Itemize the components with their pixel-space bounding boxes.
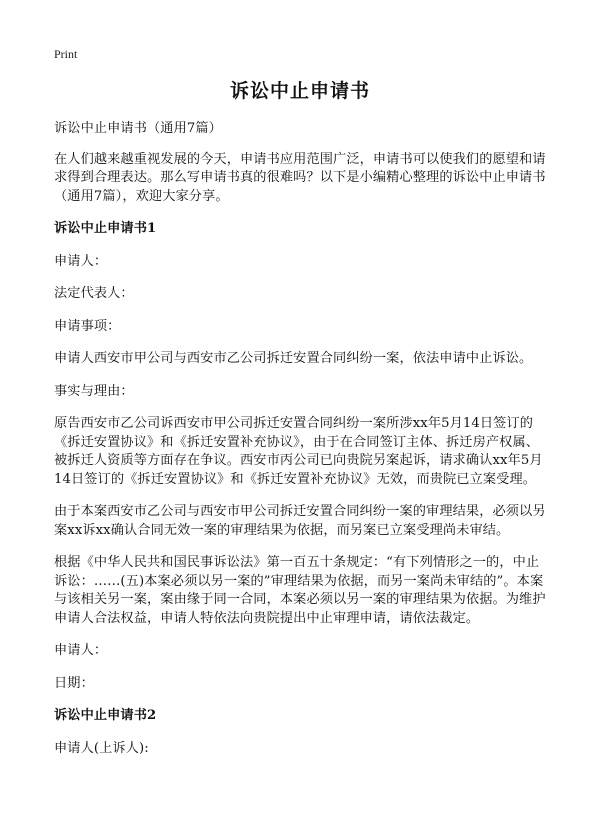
- matter-paragraph: 申请人西安市甲公司与西安市乙公司拆迁安置合同纠纷一案，依法申请中止诉讼。: [54, 351, 533, 366]
- applicant-line: 申请人：: [54, 253, 108, 269]
- section-2-applicant-line: 申请人(上诉人):: [54, 740, 149, 756]
- matter-label: 申请事项：: [54, 318, 121, 334]
- print-link[interactable]: Print: [54, 47, 78, 61]
- document-title: 诉讼中止申请书: [229, 80, 370, 102]
- document-subtitle: 诉讼中止申请书（通用7篇）: [54, 121, 222, 136]
- signature-date-line: 日期：: [54, 675, 94, 691]
- document-body: [54, 120, 550, 758]
- intro-paragraph: 在人们越来越重视发展的今天，申请书应用范围广泛，申请书可以使我们的愿望和请求得到合理表达。那么写申请书真的很难吗？以下是小编精心整理的诉讼中止申请书（通用7篇），欢迎大家分享。: [54, 151, 546, 204]
- facts-label: 事实与理由：: [54, 383, 134, 399]
- facts-paragraph-1: 原告西安市乙公司诉西安市甲公司拆迁安置合同纠纷一案所涉xx年5月14日签订的《拆迁安置协议》和《拆迁安置补充协议》，由于在合同签订主体、拆迁房产权属、被拆迁人资质等方面存在争议。西安市丙公司已向贵院另案起诉，请求确认xx年5月14日签订的《拆迁安置协议》和《拆迁安置补充协议》无效，而贵院已立案受理。: [54, 416, 543, 487]
- signature-applicant-line: 申请人：: [54, 643, 108, 658]
- legal-representative-line: 法定代表人：: [54, 286, 134, 301]
- section-1-heading: 诉讼中止申请书1: [54, 221, 157, 236]
- facts-paragraph-2: 由于本案西安市乙公司与西安市甲公司拆迁安置合同纠纷一案的审理结果，必须以另案xx诉xx确认合同无效一案的审理结果为依据，而另案已立案受理尚未审结。: [54, 504, 546, 538]
- section-2-heading: 诉讼中止申请书2: [54, 708, 157, 723]
- facts-paragraph-3: 根据《中华人民共和国民事诉讼法》第一百五十条规定：“有下列情形之一的，中止诉讼：……(五)本案必须以另一案的”审理结果为依据，而另一案尚未审结的”。本案与该相关另一案，案由缘于同一合同，本案必须以另一案的审理结果为依据。为维护申请人合法权益，申请人特依法向贵院提出中止审理申请，请依法裁定。: [54, 555, 546, 626]
